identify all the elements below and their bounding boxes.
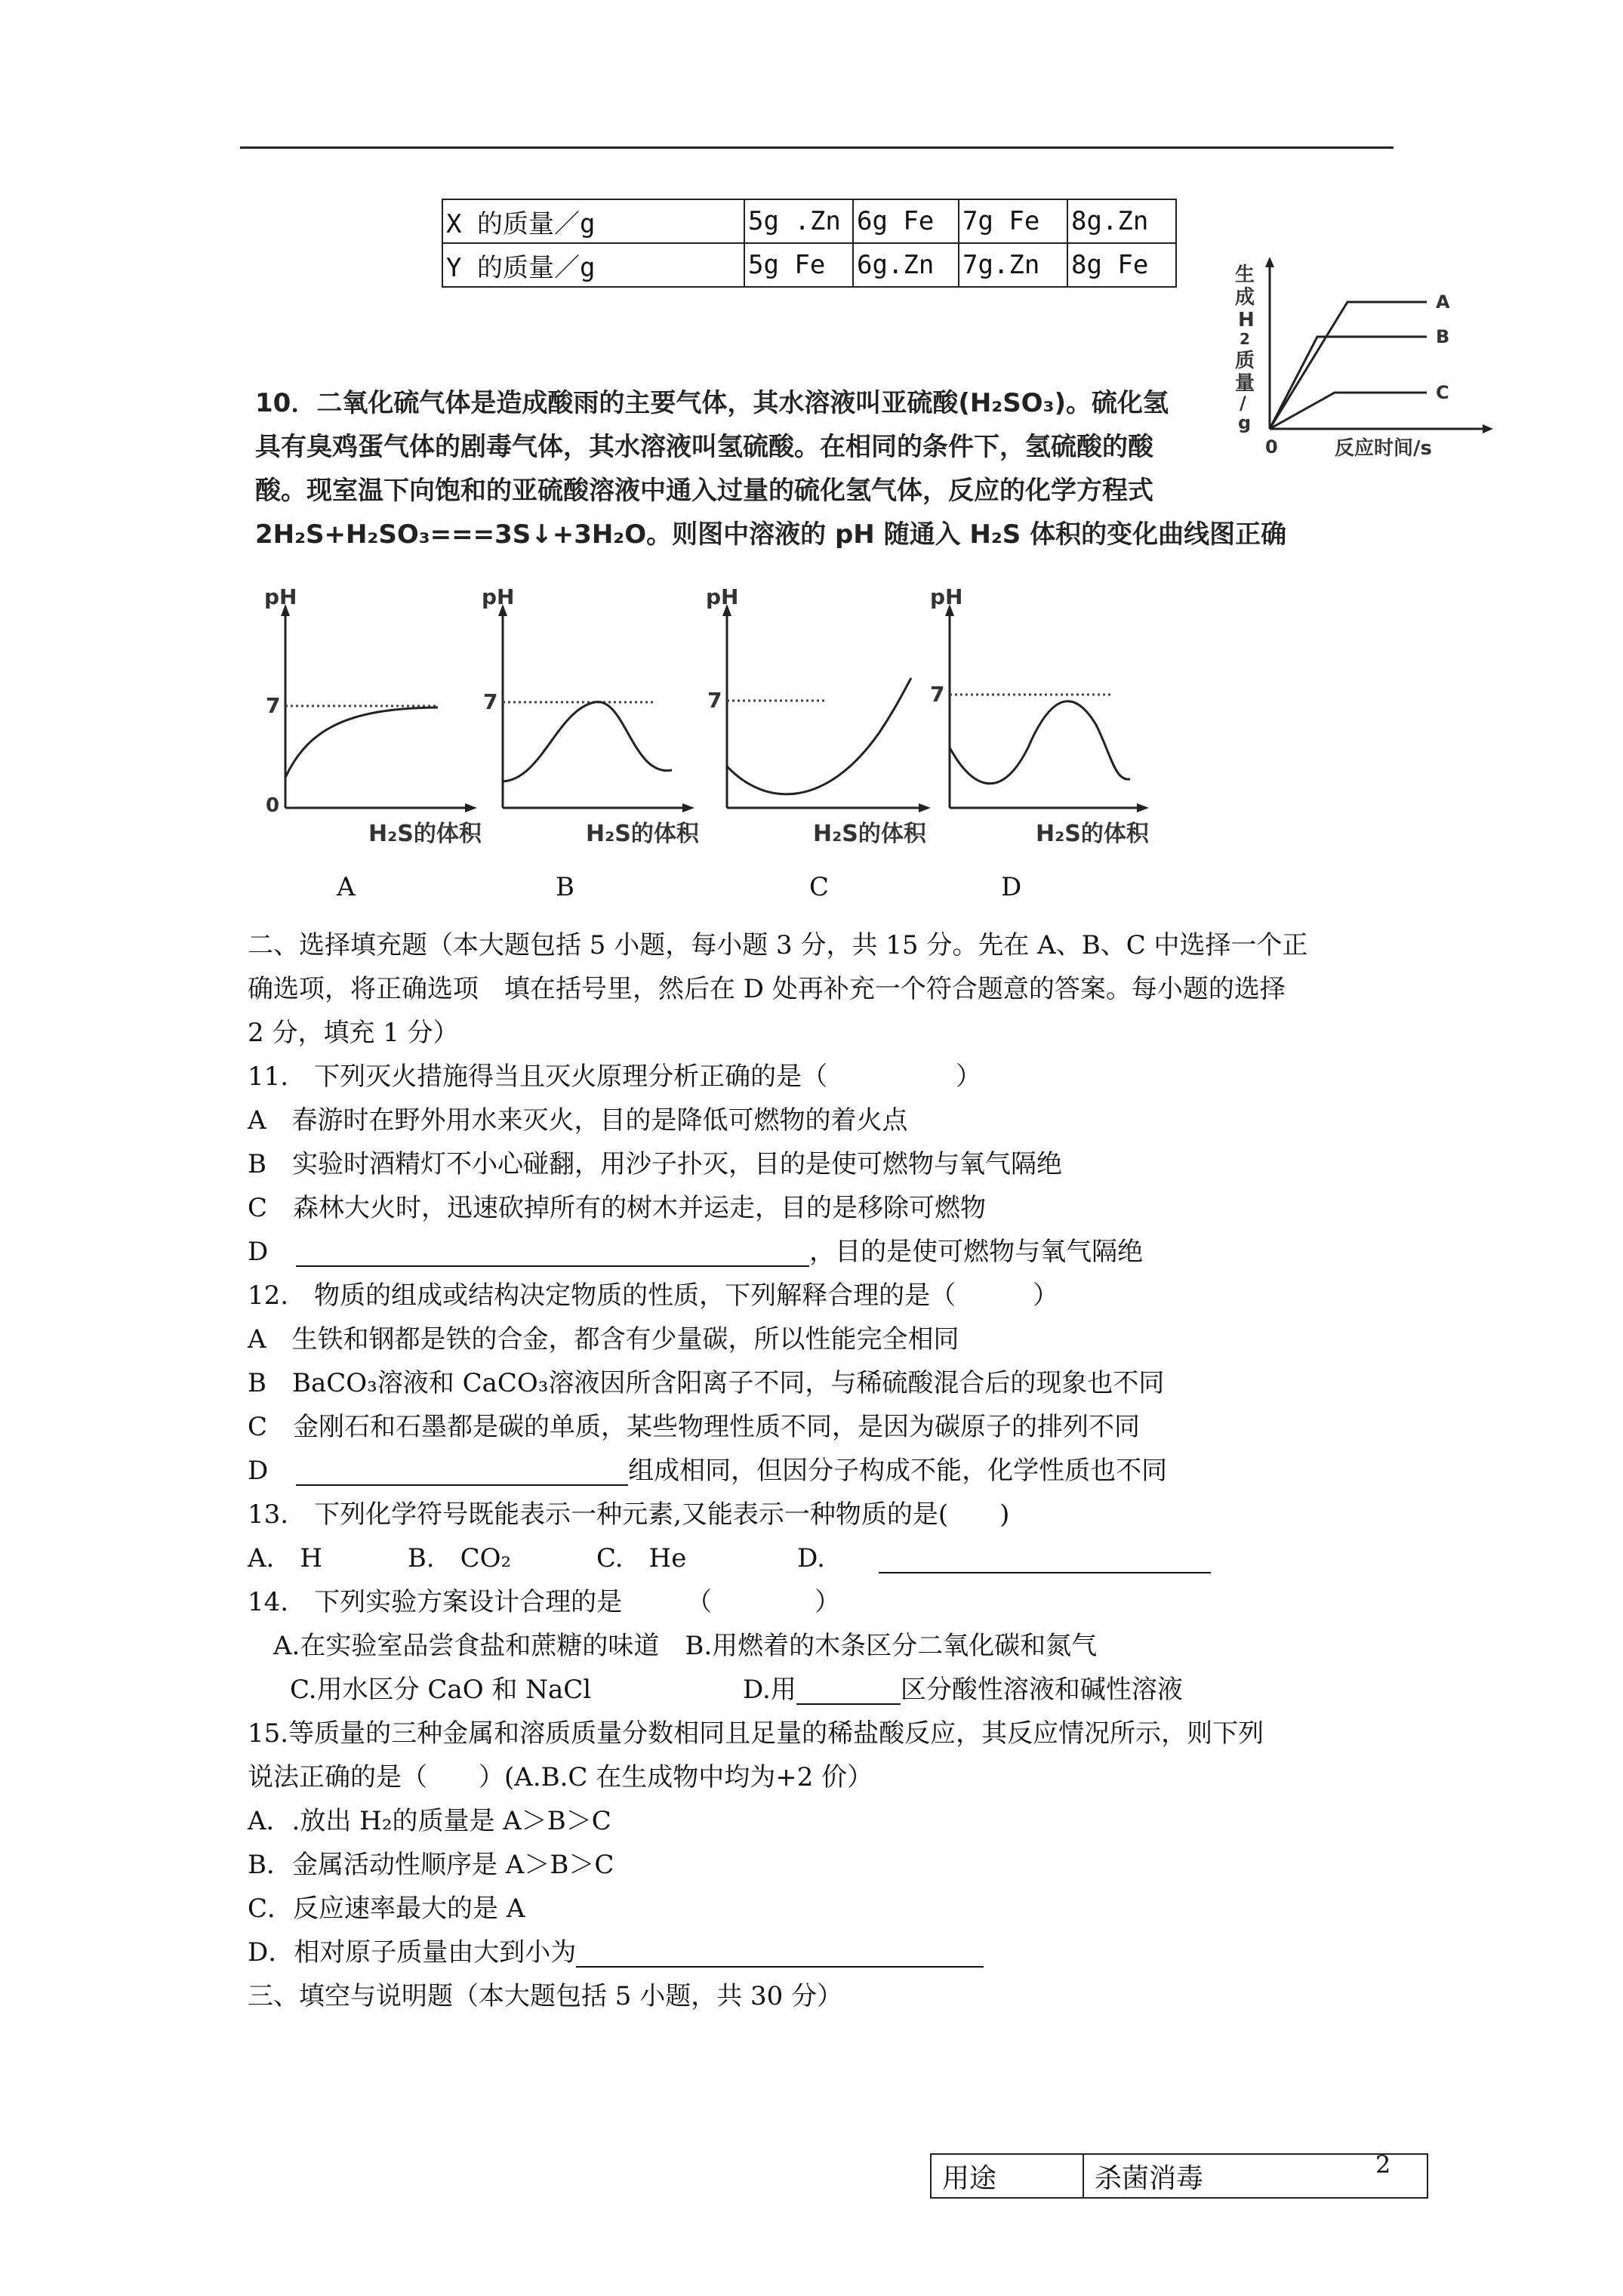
h2s-axis-label: H₂S的体积 [368, 821, 482, 847]
h2s-axis-label: H₂S的体积 [586, 821, 699, 847]
q11-option-d [248, 1237, 1143, 1267]
ph-axis-label: pH [264, 584, 297, 609]
q11-d-suffix: ，目的是使可燃物与氧气隔绝 [809, 1237, 1144, 1267]
y-label-char: 生 [1235, 264, 1255, 286]
ph-seven-label: 7 [707, 688, 722, 713]
table-row [442, 199, 1176, 243]
section2-intro: 确选项，将正确选项 填在括号里，然后在 D 处再补充一个符合题意的答案。每小题的选择 [248, 974, 1286, 1004]
y-label-char: / [1240, 393, 1246, 414]
curve-a-label: A [1436, 291, 1450, 313]
page-number: 2 [1375, 2150, 1391, 2179]
ph-graph-a [257, 581, 483, 853]
ph-axis-label: pH [930, 584, 963, 609]
q10-line: 10．二氧化硫气体是造成酸雨的主要气体，其水溶液叫亚硫酸(H₂SO₃)。硫化氢 [255, 388, 1169, 418]
q15-option-a: A．.放出 H₂的质量是 A＞B＞C [248, 1806, 611, 1836]
q14-options-ab: A.在实验室品尝食盐和蔗糖的味道 B.用燃着的木条区分二氧化碳和氮气 [273, 1631, 1098, 1661]
origin-label: 0 [1265, 436, 1278, 458]
q12-option-a: A 生铁和钢都是铁的合金，都含有少量碳，所以性能完全相同 [248, 1324, 959, 1354]
ph-axis-label: pH [482, 584, 515, 609]
curve-b-label: B [1436, 326, 1450, 347]
q12-answer-blank[interactable] [296, 1460, 628, 1486]
q11-option-c: C 森林大火时，迅速砍掉所有的树木并运走，目的是移除可燃物 [248, 1193, 987, 1223]
q13-options [248, 1543, 1211, 1573]
table-cell: 杀菌消毒 [1083, 2154, 1427, 2198]
ph-zero-label: 0 [266, 794, 280, 817]
q12-d-prefix: D [248, 1456, 269, 1486]
q11-d-prefix: D [248, 1237, 269, 1267]
section2-intro: 2 分，填充 1 分） [248, 1018, 459, 1048]
ph-axis-label: pH [706, 584, 739, 609]
section3-heading: 三、填空与说明题（本大题包括 5 小题，共 30 分） [248, 1981, 843, 2011]
ph-option-label: D [1001, 872, 1022, 902]
table-cell: 8g Fe [1067, 243, 1176, 287]
mass-table [442, 199, 1177, 288]
ph-option-label: C [809, 872, 830, 902]
table-cell: 7g Fe [959, 199, 1067, 243]
ph-curve-c [727, 678, 911, 794]
q15-answer-blank[interactable] [576, 1942, 984, 1968]
q11-option-b: B 实验时酒精灯不小心碰翻，用沙子扑灭，目的是使可燃物与氧气隔绝 [248, 1149, 1062, 1179]
ph-curve-a [285, 707, 438, 778]
q11-answer-blank[interactable] [296, 1241, 809, 1267]
y-label-char: H [1238, 309, 1255, 331]
q12-option-c: C 金刚石和石墨都是碳的单质，某些物理性质不同，是因为碳原子的排列不同 [248, 1412, 1141, 1442]
table-cell: 6g.Zn [853, 243, 959, 287]
q14-option-d [743, 1675, 1183, 1705]
q12-option-b: B BaCO₃溶液和 CaCO₃溶液因所含阳离子不同，与稀硫酸混合后的现象也不同 [248, 1368, 1165, 1398]
q15-stem: 15.等质量的三种金属和溶质质量分数相同且足量的稀盐酸反应，其反应情况所示，则下列 [248, 1718, 1264, 1749]
section2-intro: 二、选择填充题（本大题包括 5 小题，每小题 3 分，共 15 分。先在 A、B、C 中选择一个正 [248, 930, 1308, 960]
q12-stem: 12. 物质的组成或结构决定物质的性质，下列解释合理的是（ ） [248, 1281, 1059, 1311]
usage-table [930, 2153, 1428, 2199]
q13-stem: 13. 下列化学符号既能表示一种元素,又能表示一种物质的是( ) [248, 1499, 1010, 1530]
ph-curve-d [950, 701, 1130, 784]
q14-answer-blank[interactable] [796, 1679, 901, 1705]
table-cell: 5g .Zn [744, 199, 853, 243]
table-row [931, 2154, 1427, 2198]
header-rule [240, 146, 1394, 149]
q13-options-text: A. H B. CO₂ C. He D. [248, 1543, 825, 1573]
q12-option-d [248, 1456, 1167, 1486]
ph-option-label: B [556, 872, 574, 902]
y-label-char: g [1238, 412, 1252, 433]
table-cell: 5g Fe [744, 243, 853, 287]
table-cell: 用途 [931, 2154, 1083, 2198]
ph-seven-label: 7 [483, 689, 498, 714]
ph-seven-label: 7 [930, 682, 945, 707]
y-label-char: 2 [1240, 330, 1250, 348]
q11-option-a: A 春游时在野外用水来灭火，目的是降低可燃物的着火点 [248, 1105, 908, 1136]
q14-option-c: C.用水区分 CaO 和 NaCl [290, 1675, 592, 1705]
x-axis-label: 反应时间/s [1335, 437, 1432, 460]
q11-stem: 11. 下列灭火措施得当且灭火原理分析正确的是（ ） [248, 1062, 982, 1092]
h2s-axis-label: H₂S的体积 [1036, 821, 1149, 847]
q14-stem: 14. 下列实验方案设计合理的是 （ ） [248, 1587, 841, 1617]
q12-d-suffix: 组成相同，但因分子构成不能，化学性质也不同 [628, 1456, 1168, 1486]
table-row [442, 243, 1176, 287]
q14-d-prefix: D.用 [743, 1675, 796, 1705]
curve-c-label: C [1436, 382, 1449, 403]
y-label-char: 质 [1235, 350, 1255, 372]
ph-seven-label: 7 [266, 693, 281, 718]
h2s-axis-label: H₂S的体积 [813, 821, 926, 847]
q15-option-b: B．金属活动性顺序是 A＞B＞C [248, 1850, 614, 1880]
q15-option-c: C．反应速率最大的是 A [248, 1894, 525, 1924]
q14-d-suffix: 区分酸性溶液和碱性溶液 [900, 1675, 1183, 1705]
table-cell: 8g.Zn [1067, 199, 1176, 243]
q15-stem: 说法正确的是（ ）(A.B.C 在生成物中均为+2 价） [248, 1762, 873, 1792]
ph-graph-d [922, 581, 1156, 853]
row-label: Y 的质量／g [442, 243, 744, 287]
q10-line: 2H₂S+H₂SO₃===3S↓+3H₂O。则图中溶液的 pH 随通入 H₂S 体积的变化曲线图正确 [255, 519, 1287, 550]
ph-curve-b [503, 702, 672, 781]
h2-mass-graph [1208, 240, 1525, 467]
q13-answer-blank[interactable] [879, 1548, 1211, 1573]
q15-option-d [248, 1937, 984, 1968]
y-label-char: 量 [1235, 372, 1255, 395]
ph-graph-c [698, 581, 932, 853]
y-label-char: 成 [1235, 286, 1255, 309]
table-cell: 7g.Zn [959, 243, 1067, 287]
ph-option-label: A [337, 872, 356, 902]
q10-line: 酸。现室温下向饱和的亚硫酸溶液中通入过量的硫化氢气体，反应的化学方程式 [255, 476, 1153, 506]
table-cell: 6g Fe [853, 199, 959, 243]
q15-d-text: D．相对原子质量由大到小为 [248, 1937, 577, 1968]
q10-line: 具有臭鸡蛋气体的剧毒气体，其水溶液叫氢硫酸。在相同的条件下，氢硫酸的酸 [255, 432, 1153, 462]
row-label: X 的质量／g [442, 199, 744, 243]
ph-graph-b [474, 581, 701, 853]
